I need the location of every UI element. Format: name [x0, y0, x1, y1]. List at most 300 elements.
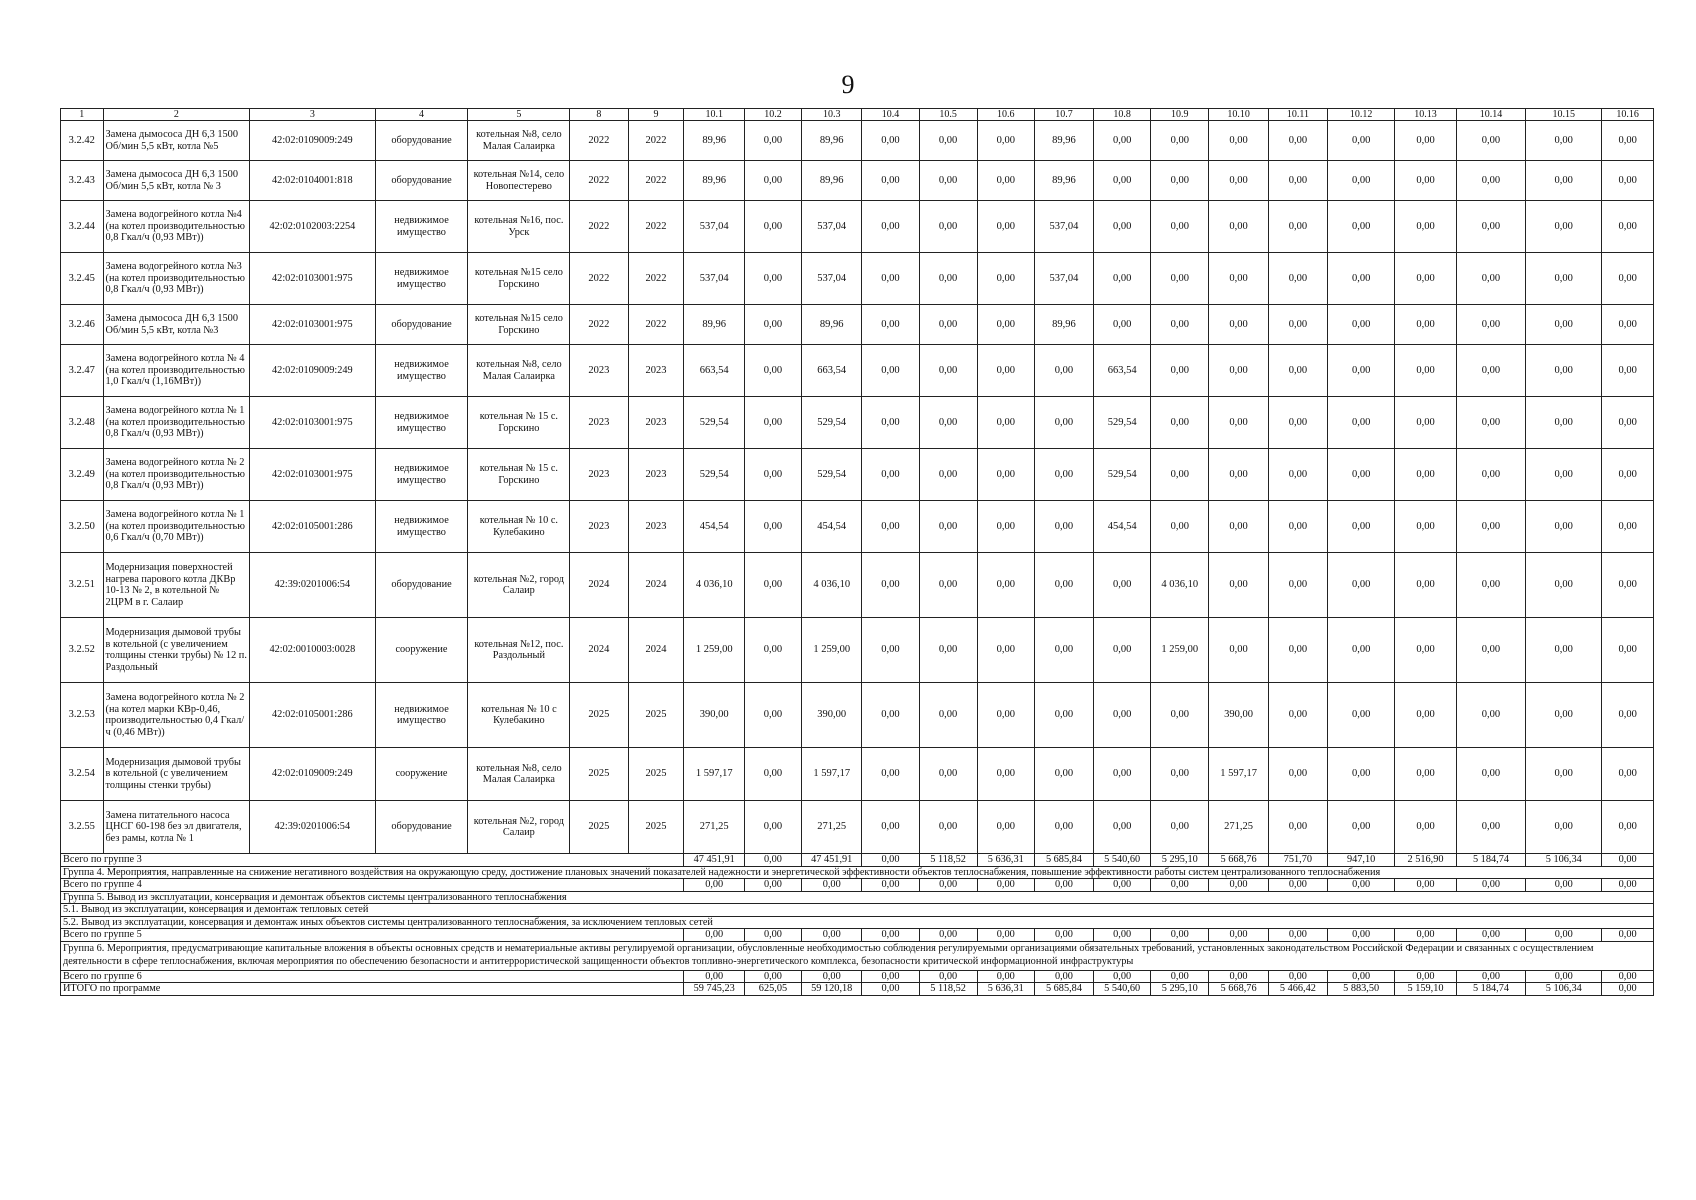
total-value: 5 668,76: [1209, 854, 1268, 867]
column-number: 3: [250, 109, 375, 121]
total-program-row: [61, 983, 1654, 996]
total-value: 0,00: [1151, 970, 1209, 983]
value-cell: 0,00: [744, 618, 801, 683]
value-cell: 454,54: [1094, 501, 1151, 553]
end-year: 2023: [628, 345, 684, 397]
value-cell: 0,00: [977, 449, 1034, 501]
value-cell: 0,00: [862, 253, 919, 305]
value-cell: 0,00: [1094, 305, 1151, 345]
total-value: 0,00: [802, 929, 862, 942]
total-value: 5 636,31: [977, 983, 1034, 996]
value-cell: 0,00: [1151, 683, 1209, 748]
value-cell: 0,00: [862, 501, 919, 553]
value-cell: 0,00: [1328, 161, 1395, 201]
value-cell: 0,00: [1328, 345, 1395, 397]
value-cell: 4 036,10: [1151, 553, 1209, 618]
column-number: 10.9: [1151, 109, 1209, 121]
value-cell: 0,00: [1602, 801, 1654, 854]
value-cell: 0,00: [862, 801, 919, 854]
total-value: 5 466,42: [1268, 983, 1327, 996]
end-year: 2022: [628, 161, 684, 201]
value-cell: 0,00: [977, 501, 1034, 553]
group-title: Группа 6. Мероприятия, предусматривающие капитальные вложения в объекты основных средств и нематериальные активы регулируемой организации, обусловленные необходимостью соблюдения регулируемыми организациями обязательных требований, установленных законодательством Российской Федерации и связанных с осуществлением деятельности в сфере теплоснабжения, включая мероприятия по обеспечению безопасности и антитеррористической защищенности объектов топливно-энергетического комплекса, безопасности критической информационной инфраструктуры: [61, 941, 1654, 970]
value-cell: 1 597,17: [684, 748, 744, 801]
value-cell: 0,00: [919, 748, 977, 801]
value-cell: 0,00: [1209, 501, 1268, 553]
measure-name: Замена водогрейного котла № 1 (на котел производительностью 0,6 Гкал/ч (0,70 МВт)): [103, 501, 250, 553]
total-value: 0,00: [1526, 879, 1602, 892]
value-cell: 4 036,10: [684, 553, 744, 618]
value-cell: 0,00: [1268, 553, 1327, 618]
value-cell: 0,00: [1456, 397, 1525, 449]
value-cell: 0,00: [862, 201, 919, 253]
value-cell: 0,00: [744, 801, 801, 854]
table-row: [61, 801, 1654, 854]
total-value: 5 636,31: [977, 854, 1034, 867]
total-value: 0,00: [1034, 929, 1093, 942]
total-value: 5 668,76: [1209, 983, 1268, 996]
value-cell: 454,54: [684, 501, 744, 553]
value-cell: 0,00: [1602, 501, 1654, 553]
column-number: 10.2: [744, 109, 801, 121]
total-value: 0,00: [684, 929, 744, 942]
cadastral-number: 42:39:0201006:54: [250, 801, 375, 854]
column-number: 10.5: [919, 109, 977, 121]
value-cell: 529,54: [802, 397, 862, 449]
asset-type: оборудование: [375, 161, 468, 201]
end-year: 2025: [628, 683, 684, 748]
value-cell: 0,00: [1034, 683, 1093, 748]
start-year: 2022: [570, 305, 628, 345]
value-cell: 0,00: [919, 305, 977, 345]
table-row: [61, 253, 1654, 305]
asset-type: сооружение: [375, 618, 468, 683]
total-value: 0,00: [1209, 929, 1268, 942]
value-cell: 0,00: [977, 305, 1034, 345]
table-row: [61, 397, 1654, 449]
boiler-location: котельная №15 село Горскино: [468, 253, 570, 305]
value-cell: 0,00: [744, 553, 801, 618]
asset-type: оборудование: [375, 305, 468, 345]
value-cell: 89,96: [684, 305, 744, 345]
value-cell: 529,54: [684, 397, 744, 449]
total-value: 0,00: [684, 879, 744, 892]
value-cell: 89,96: [1034, 161, 1093, 201]
column-number: 10.12: [1328, 109, 1395, 121]
asset-type: недвижимое имущество: [375, 683, 468, 748]
table-row: [61, 618, 1654, 683]
value-cell: 529,54: [1094, 449, 1151, 501]
value-cell: 0,00: [1094, 201, 1151, 253]
total-value: 0,00: [1602, 854, 1654, 867]
start-year: 2024: [570, 618, 628, 683]
item-number: 3.2.42: [61, 121, 104, 161]
value-cell: 0,00: [1209, 201, 1268, 253]
value-cell: 0,00: [1034, 618, 1093, 683]
value-cell: 390,00: [684, 683, 744, 748]
value-cell: 0,00: [1034, 397, 1093, 449]
total-value: 625,05: [744, 983, 801, 996]
table-row: [61, 449, 1654, 501]
asset-type: недвижимое имущество: [375, 345, 468, 397]
value-cell: 537,04: [802, 201, 862, 253]
value-cell: 0,00: [1268, 618, 1327, 683]
total-value: 5 540,60: [1094, 854, 1151, 867]
asset-type: оборудование: [375, 553, 468, 618]
group-title: Группа 4. Мероприятия, направленные на снижение негативного воздействия на окружающую среду, достижение плановых значений показателей надежности и энергетической эффективности объектов теплоснабжения, повышение эффективности работы систем централизованного теплоснабжения: [61, 866, 1654, 879]
value-cell: 0,00: [1268, 449, 1327, 501]
total-value: 0,00: [1094, 879, 1151, 892]
value-cell: 0,00: [1526, 801, 1602, 854]
value-cell: 0,00: [744, 345, 801, 397]
total-value: 0,00: [1151, 929, 1209, 942]
value-cell: 0,00: [862, 748, 919, 801]
asset-type: недвижимое имущество: [375, 397, 468, 449]
value-cell: 0,00: [1395, 305, 1457, 345]
total-value: 0,00: [1328, 970, 1395, 983]
value-cell: 4 036,10: [802, 553, 862, 618]
column-number: 4: [375, 109, 468, 121]
value-cell: 0,00: [919, 501, 977, 553]
start-year: 2023: [570, 345, 628, 397]
total-value: 0,00: [744, 970, 801, 983]
value-cell: 0,00: [1034, 553, 1093, 618]
total-group-3-row: [61, 854, 1654, 867]
value-cell: 1 259,00: [802, 618, 862, 683]
total-value: 0,00: [1151, 879, 1209, 892]
value-cell: 0,00: [977, 161, 1034, 201]
asset-type: недвижимое имущество: [375, 201, 468, 253]
item-number: 3.2.50: [61, 501, 104, 553]
value-cell: 0,00: [1456, 345, 1525, 397]
value-cell: 0,00: [1395, 345, 1457, 397]
boiler-location: котельная № 15 с. Горскино: [468, 397, 570, 449]
cadastral-number: 42:02:0103001:975: [250, 397, 375, 449]
value-cell: 0,00: [744, 397, 801, 449]
asset-type: сооружение: [375, 748, 468, 801]
item-number: 3.2.54: [61, 748, 104, 801]
value-cell: 0,00: [1456, 683, 1525, 748]
value-cell: 0,00: [744, 748, 801, 801]
total-value: 0,00: [1395, 970, 1457, 983]
total-value: 947,10: [1328, 854, 1395, 867]
value-cell: 537,04: [684, 253, 744, 305]
value-cell: 0,00: [1602, 121, 1654, 161]
boiler-location: котельная № 15 с. Горскино: [468, 449, 570, 501]
page-number: 9: [841, 70, 855, 99]
value-cell: 0,00: [1151, 501, 1209, 553]
column-number: 10.16: [1602, 109, 1654, 121]
value-cell: 0,00: [1034, 748, 1093, 801]
value-cell: 0,00: [862, 618, 919, 683]
total-value: 5 106,34: [1526, 983, 1602, 996]
boiler-location: котельная № 10 с Кулебакино: [468, 683, 570, 748]
value-cell: 0,00: [919, 553, 977, 618]
value-cell: 537,04: [684, 201, 744, 253]
value-cell: 0,00: [1034, 345, 1093, 397]
asset-type: оборудование: [375, 801, 468, 854]
end-year: 2022: [628, 201, 684, 253]
value-cell: 89,96: [802, 305, 862, 345]
end-year: 2023: [628, 449, 684, 501]
column-number: 10.7: [1034, 109, 1093, 121]
investment-program-table: [60, 108, 1654, 996]
value-cell: 0,00: [744, 683, 801, 748]
value-cell: 0,00: [1602, 397, 1654, 449]
value-cell: 454,54: [802, 501, 862, 553]
value-cell: 537,04: [802, 253, 862, 305]
total-value: 47 451,91: [802, 854, 862, 867]
value-cell: 0,00: [1094, 253, 1151, 305]
value-cell: 390,00: [1209, 683, 1268, 748]
boiler-location: котельная №12, пос. Раздольный: [468, 618, 570, 683]
total-value: 5 685,84: [1034, 983, 1093, 996]
cadastral-number: 42:02:0104001:818: [250, 161, 375, 201]
total-value: 5 106,34: [1526, 854, 1602, 867]
value-cell: 0,00: [1456, 748, 1525, 801]
start-year: 2022: [570, 161, 628, 201]
value-cell: 529,54: [802, 449, 862, 501]
total-value: 0,00: [862, 983, 919, 996]
total-value: 0,00: [919, 929, 977, 942]
value-cell: 0,00: [744, 121, 801, 161]
value-cell: 0,00: [1395, 449, 1457, 501]
total-value: 0,00: [1602, 879, 1654, 892]
value-cell: 0,00: [1456, 618, 1525, 683]
value-cell: 0,00: [862, 161, 919, 201]
end-year: 2024: [628, 553, 684, 618]
value-cell: 0,00: [919, 683, 977, 748]
value-cell: 0,00: [744, 201, 801, 253]
value-cell: 89,96: [684, 161, 744, 201]
end-year: 2022: [628, 253, 684, 305]
value-cell: 0,00: [862, 345, 919, 397]
value-cell: 89,96: [802, 161, 862, 201]
value-cell: 271,25: [684, 801, 744, 854]
value-cell: 1 597,17: [1209, 748, 1268, 801]
cadastral-number: 42:02:0105001:286: [250, 683, 375, 748]
total-value: 0,00: [862, 854, 919, 867]
value-cell: 0,00: [919, 201, 977, 253]
total-value: 0,00: [1328, 929, 1395, 942]
column-number: 5: [468, 109, 570, 121]
item-number: 3.2.49: [61, 449, 104, 501]
value-cell: 0,00: [1395, 253, 1457, 305]
value-cell: 0,00: [1526, 449, 1602, 501]
column-number: 10.1: [684, 109, 744, 121]
value-cell: 0,00: [1602, 618, 1654, 683]
value-cell: 0,00: [1395, 397, 1457, 449]
value-cell: 89,96: [1034, 121, 1093, 161]
value-cell: 0,00: [1209, 449, 1268, 501]
value-cell: 0,00: [1268, 161, 1327, 201]
cadastral-number: 42:02:0103001:975: [250, 305, 375, 345]
value-cell: 0,00: [1526, 501, 1602, 553]
total-value: 5 118,52: [919, 854, 977, 867]
end-year: 2023: [628, 397, 684, 449]
total-value: 0,00: [1209, 879, 1268, 892]
value-cell: 0,00: [1209, 253, 1268, 305]
value-cell: 0,00: [1395, 748, 1457, 801]
column-number-row: [61, 109, 1654, 121]
total-value: 5 118,52: [919, 983, 977, 996]
cadastral-number: 42:02:0109009:249: [250, 121, 375, 161]
total-value: 0,00: [977, 970, 1034, 983]
boiler-location: котельная №2, город Салаир: [468, 553, 570, 618]
group-title: 5.2. Вывод из эксплуатации, консервация и демонтаж иных объектов системы централизованного теплоснабжения, за исключением тепловых сетей: [61, 916, 1654, 929]
value-cell: 0,00: [1268, 397, 1327, 449]
start-year: 2022: [570, 253, 628, 305]
total-value: 0,00: [1034, 879, 1093, 892]
value-cell: 271,25: [1209, 801, 1268, 854]
end-year: 2025: [628, 801, 684, 854]
value-cell: 0,00: [1602, 305, 1654, 345]
value-cell: 0,00: [977, 683, 1034, 748]
value-cell: 0,00: [1268, 801, 1327, 854]
column-number: 10.11: [1268, 109, 1327, 121]
measure-name: Замена питательного насоса ЦНСГ 60-198 без эл двигателя, без рамы, котла № 1: [103, 801, 250, 854]
value-cell: 0,00: [1395, 801, 1457, 854]
value-cell: 0,00: [862, 683, 919, 748]
column-number: 10.15: [1526, 109, 1602, 121]
total-value: 5 295,10: [1151, 854, 1209, 867]
value-cell: 0,00: [1268, 253, 1327, 305]
column-number: 10.6: [977, 109, 1034, 121]
total-value: 0,00: [684, 970, 744, 983]
column-number: 8: [570, 109, 628, 121]
value-cell: 0,00: [1602, 161, 1654, 201]
value-cell: 89,96: [1034, 305, 1093, 345]
start-year: 2025: [570, 748, 628, 801]
value-cell: 0,00: [1151, 253, 1209, 305]
value-cell: 0,00: [862, 553, 919, 618]
value-cell: 0,00: [1328, 121, 1395, 161]
total-value: 0,00: [744, 879, 801, 892]
total-value: 0,00: [802, 879, 862, 892]
value-cell: 0,00: [1034, 801, 1093, 854]
value-cell: 0,00: [1268, 201, 1327, 253]
value-cell: 0,00: [1602, 345, 1654, 397]
value-cell: 0,00: [1268, 748, 1327, 801]
start-year: 2022: [570, 201, 628, 253]
boiler-location: котельная № 10 с. Кулебакино: [468, 501, 570, 553]
value-cell: 0,00: [1209, 397, 1268, 449]
value-cell: 0,00: [1094, 748, 1151, 801]
cadastral-number: 42:02:0109009:249: [250, 345, 375, 397]
boiler-location: котельная №8, село Малая Салаирка: [468, 345, 570, 397]
total-value: 47 451,91: [684, 854, 744, 867]
value-cell: 0,00: [1209, 121, 1268, 161]
value-cell: 0,00: [977, 553, 1034, 618]
value-cell: 0,00: [1328, 748, 1395, 801]
value-cell: 0,00: [1526, 683, 1602, 748]
table-row: [61, 553, 1654, 618]
item-number: 3.2.53: [61, 683, 104, 748]
total-value: 0,00: [1526, 929, 1602, 942]
column-number: 10.10: [1209, 109, 1268, 121]
value-cell: 0,00: [1456, 121, 1525, 161]
boiler-location: котельная №8, село Малая Салаирка: [468, 121, 570, 161]
value-cell: 0,00: [1526, 748, 1602, 801]
table-row: [61, 201, 1654, 253]
value-cell: 0,00: [977, 618, 1034, 683]
item-number: 3.2.51: [61, 553, 104, 618]
end-year: 2023: [628, 501, 684, 553]
value-cell: 0,00: [1602, 683, 1654, 748]
group-5-1-title-row: [61, 904, 1654, 917]
measure-name: Замена водогрейного котла № 4 (на котел производительностью 1,0 Гкал/ч (1,16МВт)): [103, 345, 250, 397]
boiler-location: котельная №16, пос. Урск: [468, 201, 570, 253]
value-cell: 0,00: [977, 253, 1034, 305]
cadastral-number: 42:02:0105001:286: [250, 501, 375, 553]
total-value: 59 120,18: [802, 983, 862, 996]
value-cell: 0,00: [1209, 161, 1268, 201]
value-cell: 0,00: [1268, 121, 1327, 161]
value-cell: 0,00: [1456, 201, 1525, 253]
value-cell: 1 259,00: [684, 618, 744, 683]
value-cell: 0,00: [1151, 801, 1209, 854]
item-number: 3.2.43: [61, 161, 104, 201]
value-cell: 0,00: [1328, 683, 1395, 748]
value-cell: 1 597,17: [802, 748, 862, 801]
value-cell: 0,00: [1328, 501, 1395, 553]
total-label: Всего по группе 4: [61, 879, 684, 892]
boiler-location: котельная №14, село Новопестерево: [468, 161, 570, 201]
value-cell: 663,54: [684, 345, 744, 397]
end-year: 2022: [628, 305, 684, 345]
measure-name: Замена дымососа ДН 6,3 1500 Об/мин 5,5 кВт, котла №3: [103, 305, 250, 345]
value-cell: 0,00: [1602, 201, 1654, 253]
value-cell: 0,00: [1395, 161, 1457, 201]
value-cell: 0,00: [862, 305, 919, 345]
cadastral-number: 42:02:0103001:975: [250, 253, 375, 305]
table-row: [61, 161, 1654, 201]
total-value: 5 295,10: [1151, 983, 1209, 996]
measure-name: Замена водогрейного котла № 2 (на котел производительностью 0,8 Гкал/ч (0,93 МВт)): [103, 449, 250, 501]
item-number: 3.2.48: [61, 397, 104, 449]
group-6-title-row: [61, 941, 1654, 970]
total-value: 5 159,10: [1395, 983, 1457, 996]
start-year: 2024: [570, 553, 628, 618]
value-cell: 0,00: [1328, 449, 1395, 501]
value-cell: 0,00: [1456, 161, 1525, 201]
table-row: [61, 501, 1654, 553]
measure-name: Замена водогрейного котла № 2 (на котел марки КВр-0,46, производительностью 0,4 Гкал/ч (0,46 МВт)): [103, 683, 250, 748]
measure-name: Замена водогрейного котла №4 (на котел производительностью 0,8 Гкал/ч (0,93 МВт)): [103, 201, 250, 253]
value-cell: 0,00: [919, 449, 977, 501]
value-cell: 0,00: [744, 449, 801, 501]
total-label: Всего по группе 3: [61, 854, 684, 867]
end-year: 2025: [628, 748, 684, 801]
value-cell: 0,00: [1094, 553, 1151, 618]
total-value: 5 184,74: [1456, 983, 1525, 996]
total-value: 0,00: [1034, 970, 1093, 983]
value-cell: 0,00: [1094, 801, 1151, 854]
total-label: Всего по группе 6: [61, 970, 684, 983]
value-cell: 0,00: [1034, 501, 1093, 553]
value-cell: 0,00: [1328, 397, 1395, 449]
value-cell: 0,00: [1094, 121, 1151, 161]
total-group-5-row: [61, 929, 1654, 942]
start-year: 2023: [570, 501, 628, 553]
value-cell: 0,00: [1034, 449, 1093, 501]
value-cell: 0,00: [1602, 449, 1654, 501]
cadastral-number: 42:02:0010003:0028: [250, 618, 375, 683]
cadastral-number: 42:39:0201006:54: [250, 553, 375, 618]
value-cell: 0,00: [919, 618, 977, 683]
measure-name: Замена дымососа ДН 6,3 1500 Об/мин 5,5 кВт, котла № 3: [103, 161, 250, 201]
value-cell: 0,00: [1395, 121, 1457, 161]
